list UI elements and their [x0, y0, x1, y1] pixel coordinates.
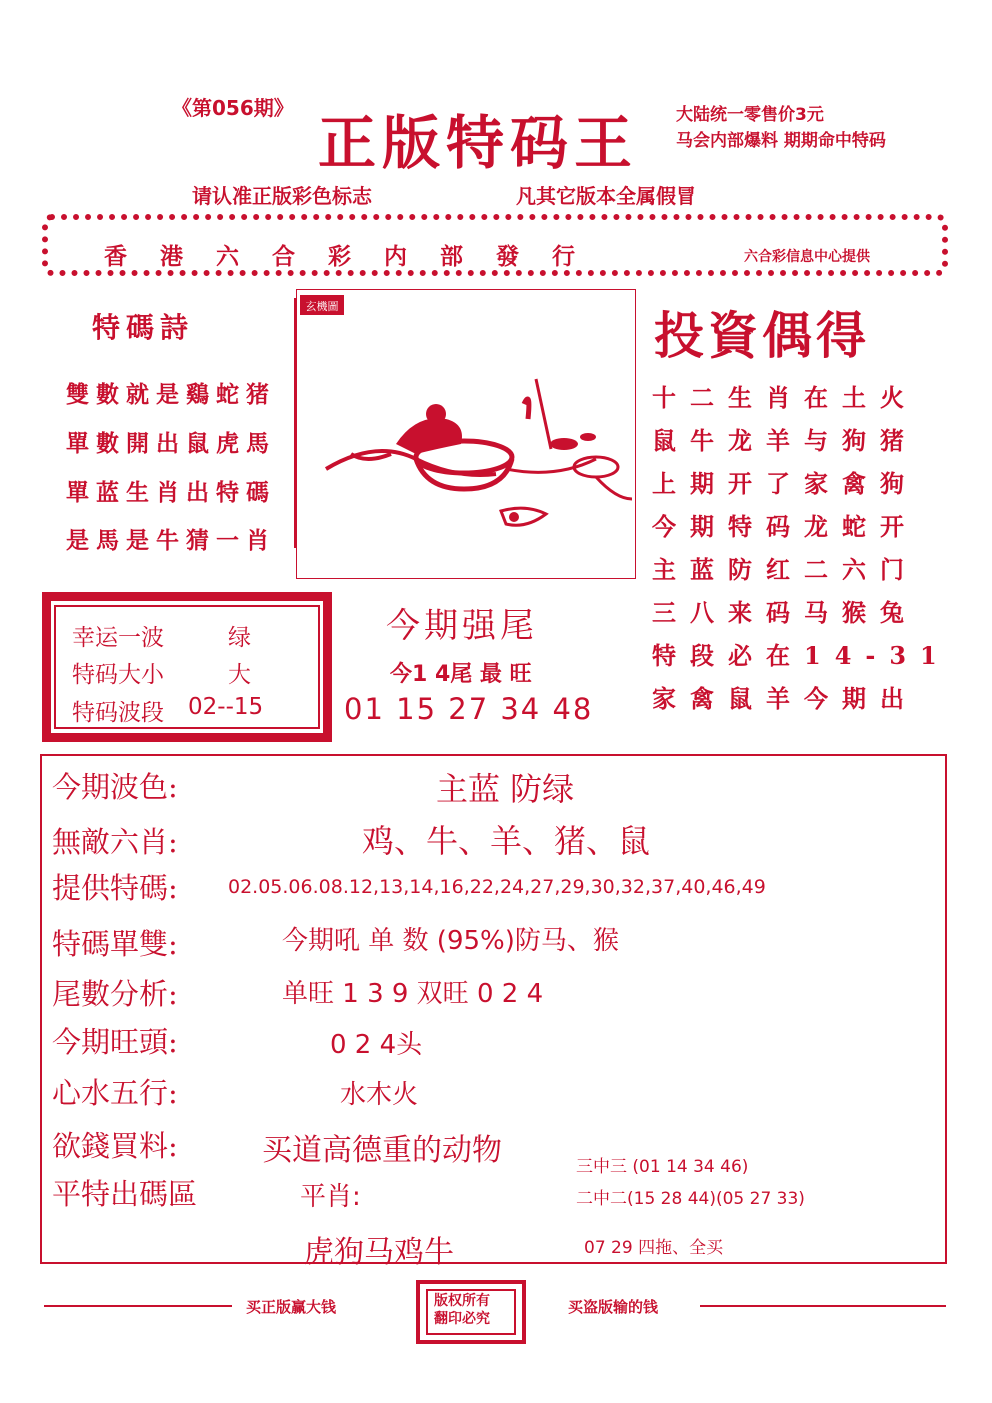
row-value: 鸡、牛、羊、猪、鼠: [362, 822, 651, 860]
invest-line: 今期特码龙蛇开: [652, 512, 918, 541]
fake-notice: 凡其它版本全属假冒: [516, 184, 696, 208]
size-value: 大: [228, 662, 251, 688]
tail-numbers: 01 15 27 34 48: [344, 692, 594, 726]
slogan-text: 马会内部爆料 期期命中特码: [676, 131, 886, 151]
banner-main-text: 香港六合彩内部發行: [104, 243, 608, 270]
poem-line: 是馬是牛猜一肖: [66, 527, 276, 554]
row-label: 特碼單雙:: [52, 927, 178, 961]
invest-line: 家禽鼠羊今期出: [652, 684, 918, 713]
two-of-two: 二中二(15 28 44)(05 27 33): [576, 1189, 805, 1209]
verify-notice: 请认准正版彩色标志: [192, 184, 372, 208]
zodiac-list: 虎狗马鸡牛: [304, 1235, 454, 1270]
copyright-line: 版权所有: [434, 1293, 490, 1309]
row-label: 提供特碼:: [52, 871, 178, 905]
row-value: 今期吼 单 数 (95%)防马、猴: [282, 926, 619, 956]
invest-line: 特段必在14-31: [652, 641, 951, 670]
invest-line: 上期开了家禽狗: [652, 469, 918, 498]
size-label: 特码大小: [72, 662, 164, 688]
page-title: 正版特码王: [318, 109, 639, 177]
row-label: 心水五行:: [52, 1076, 178, 1110]
issue-number: 《第056期》: [172, 96, 294, 120]
three-of-three: 三中三 (01 14 34 46): [576, 1157, 749, 1177]
row-value: 单旺 1 3 9 双旺 0 2 4: [282, 979, 544, 1009]
footer-left-text: 买正版赢大钱: [246, 1298, 337, 1316]
row-label: 無敵六肖:: [52, 825, 178, 859]
row-label: 今期波色:: [52, 770, 178, 804]
row-label: 平特出碼區: [52, 1177, 198, 1211]
invest-title: 投資偶得: [654, 306, 870, 365]
invest-line: 主蓝防红二六门: [652, 555, 918, 584]
special-numbers: 02.05.06.08.12,13,14,16,22,24,27,29,30,32,37,40,46,49: [228, 876, 766, 898]
band-label: 特码波段: [72, 700, 164, 726]
tail-subtitle: 今1 4尾 最 旺: [390, 662, 532, 687]
row-label: 欲錢買料:: [52, 1129, 178, 1163]
footer-right-text: 买盗版输的钱: [568, 1298, 659, 1316]
band-value: 02--15: [188, 694, 264, 720]
picture-seal: 玄機圖: [305, 300, 339, 313]
row-value: 买道高德重的动物: [262, 1133, 502, 1168]
invest-line: 十二生肖在土火: [652, 383, 918, 412]
row-label: 今期旺頭:: [52, 1025, 178, 1059]
row-label: 尾數分析:: [52, 977, 178, 1011]
footer-rule-left: [44, 1305, 232, 1307]
price-text: 大陆统一零售价3元: [676, 105, 824, 125]
row-value: 平肖:: [300, 1182, 361, 1212]
lucky-wave-value: 绿: [228, 625, 251, 651]
lucky-wave-label: 幸运一波: [72, 625, 164, 651]
invest-line: 鼠牛龙羊与狗猪: [652, 426, 918, 455]
footer-rule-right: [700, 1305, 946, 1307]
invest-line: 三八来码马猴兔: [652, 598, 918, 627]
row-value: 0 2 4头: [330, 1030, 423, 1060]
four-drag: 07 29 四拖、全买: [584, 1238, 724, 1258]
poem-line: 單數開出鼠虎馬: [66, 430, 276, 457]
row-value: 水木火: [340, 1080, 419, 1110]
poem-line: 單蓝生肖出特碼: [66, 479, 276, 506]
poem-title: 特碼詩: [92, 311, 195, 344]
copyright-line: 翻印必究: [434, 1311, 490, 1327]
poem-line: 雙數就是鷄蛇猪: [66, 381, 276, 408]
row-value: 主蓝 防绿: [436, 770, 575, 808]
tail-title: 今期强尾: [386, 606, 538, 646]
riddle-picture: [296, 289, 636, 579]
banner-side-text: 六合彩信息中心提供: [744, 249, 870, 265]
